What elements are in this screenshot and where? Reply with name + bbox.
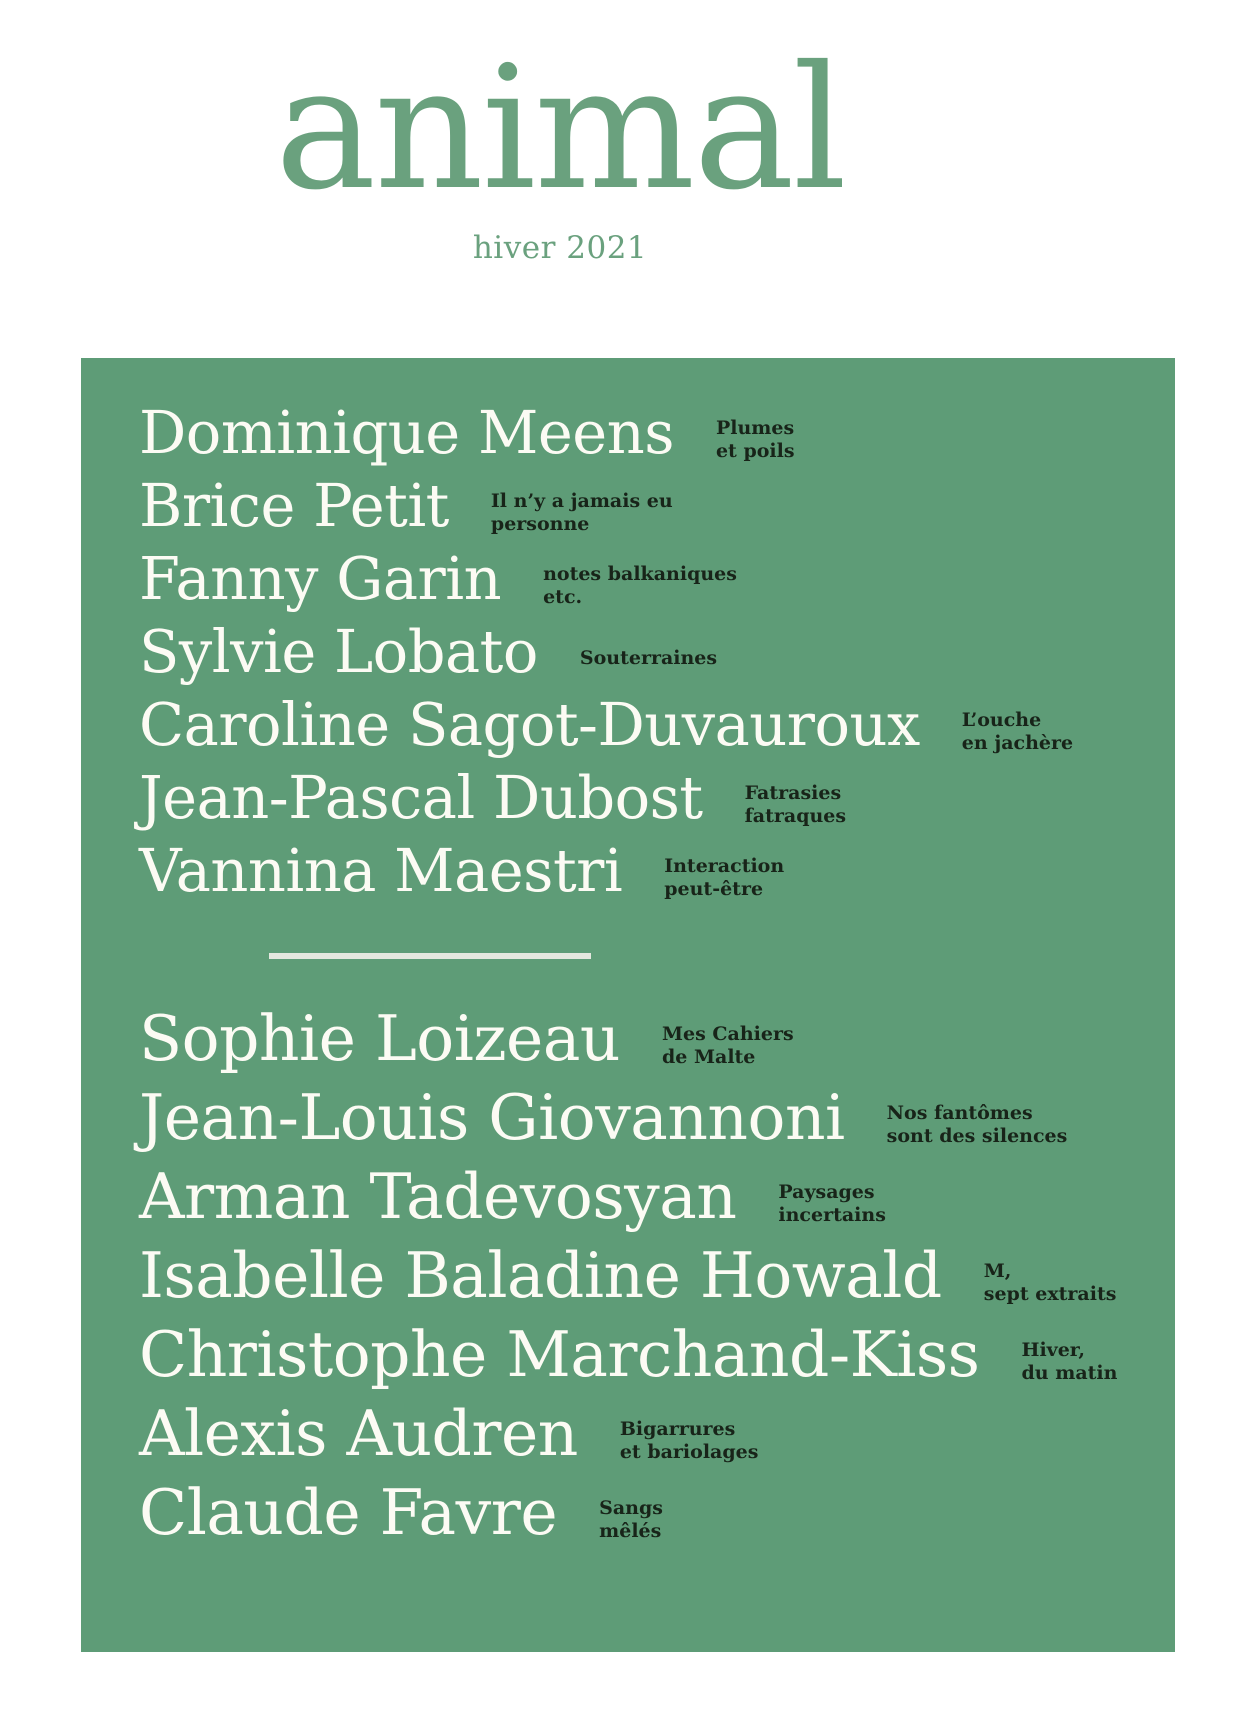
work-title: [580, 647, 717, 670]
author-row: [139, 1157, 1155, 1236]
author-group-2: [139, 999, 1155, 1552]
work-title: [664, 855, 784, 901]
work-title: [620, 1418, 759, 1464]
work-title-line: peut-être: [664, 877, 764, 900]
author-name-link[interactable]: Brice Petit: [139, 471, 449, 540]
author-row: [139, 396, 1155, 469]
work-title-line: notes balkaniques: [543, 562, 737, 585]
work-title-line: Il n’y a jamais eu: [490, 489, 673, 512]
author-name-link[interactable]: Sylvie Lobato: [139, 617, 538, 686]
author-row: [139, 615, 1155, 688]
author-row: [139, 469, 1155, 542]
work-title-line: Souterraines: [579, 647, 718, 669]
work-title-line: L’ouche: [961, 708, 1042, 731]
magazine-title: animal: [274, 30, 846, 228]
work-title-line: M,: [983, 1259, 1012, 1282]
masthead-inner: [0, 0, 1186, 266]
author-row: [139, 834, 1155, 907]
work-title: [745, 782, 846, 828]
author-name-link[interactable]: Isabelle Baladine Howald: [139, 1239, 942, 1312]
work-title: [984, 1260, 1117, 1306]
work-title: [778, 1181, 886, 1227]
work-title-line: Bigarrures: [619, 1417, 736, 1440]
author-name-link[interactable]: Jean-Louis Giovannoni: [139, 1081, 845, 1154]
work-title-line: Fatrasies: [744, 781, 842, 804]
author-row: [139, 1236, 1155, 1315]
work-title-line: etc.: [543, 585, 583, 608]
work-title-line: Plumes: [715, 416, 795, 439]
author-row: [139, 999, 1155, 1078]
work-title-line: du matin: [1021, 1361, 1118, 1384]
author-row: [139, 1394, 1155, 1473]
work-title-line: et poils: [715, 439, 795, 462]
author-row: [139, 688, 1155, 761]
work-title: [716, 417, 795, 463]
work-title: [662, 1023, 794, 1069]
author-name-link[interactable]: Dominique Meens: [139, 398, 674, 467]
work-title-line: Nos fantômes: [886, 1101, 1033, 1124]
work-title-line: sont des silences: [886, 1124, 1068, 1147]
author-row: [139, 1473, 1155, 1552]
author-row: [139, 542, 1155, 615]
work-title-line: incertains: [778, 1203, 886, 1226]
author-name-link[interactable]: Caroline Sagot-Duvauroux: [139, 690, 920, 759]
author-name-link[interactable]: Christophe Marchand-Kiss: [139, 1318, 980, 1391]
work-title-line: et bariolages: [619, 1440, 759, 1463]
work-title-line: Mes Cahiers: [661, 1022, 794, 1045]
work-title: [599, 1497, 663, 1543]
work-title-line: personne: [490, 512, 590, 535]
work-title-line: Paysages: [778, 1180, 875, 1203]
work-title-line: mêlés: [599, 1519, 662, 1542]
work-title-line: en jachère: [961, 731, 1074, 754]
work-title-line: de Malte: [661, 1045, 756, 1068]
work-title: [491, 490, 673, 536]
work-title: [962, 709, 1073, 755]
issue-label: hiver 2021: [472, 230, 648, 267]
author-name-link[interactable]: Alexis Audren: [139, 1397, 578, 1470]
work-title-line: Interaction: [664, 854, 785, 877]
author-name-link[interactable]: Fanny Garin: [139, 544, 502, 613]
work-title-line: sept extraits: [983, 1282, 1117, 1305]
contents-panel: [81, 358, 1175, 1652]
author-name-link[interactable]: Arman Tadevosyan: [139, 1160, 737, 1233]
author-name-link[interactable]: Sophie Loizeau: [139, 1002, 620, 1075]
author-group-1: [139, 396, 1155, 907]
work-title-line: fatraques: [744, 804, 847, 827]
masthead: [0, 0, 1252, 358]
work-title: [887, 1102, 1068, 1148]
author-row: [139, 761, 1155, 834]
work-title: [543, 563, 737, 609]
author-name-link[interactable]: Claude Favre: [139, 1476, 558, 1549]
author-name-link[interactable]: Jean-Pascal Dubost: [139, 763, 703, 832]
group-divider: [269, 953, 591, 959]
author-name-link[interactable]: Vannina Maestri: [139, 836, 623, 905]
work-title-line: Hiver,: [1021, 1338, 1086, 1361]
author-row: [139, 1078, 1155, 1157]
work-title: [1022, 1339, 1118, 1385]
author-row: [139, 1315, 1155, 1394]
work-title-line: Sangs: [599, 1496, 663, 1519]
